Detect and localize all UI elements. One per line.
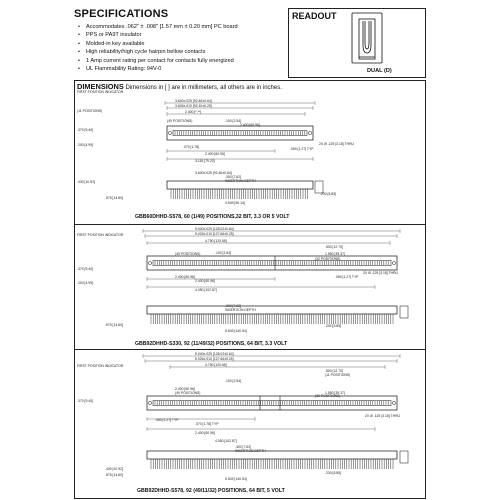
contact-readout-diagram <box>289 9 425 77</box>
dimension-label: FIRST POSITION INDICATOR <box>77 90 124 94</box>
dimension-label: .300 [7.62] <box>225 175 242 179</box>
spec-item: • UL Flammability Rating: 94V-0 <box>82 65 284 73</box>
dimension-label: 2.400 [60.96] <box>195 431 215 435</box>
dimension-label: (11 POSITIONS) <box>325 373 351 377</box>
dimension-label: 2.400 [60.96] <box>175 275 195 279</box>
specifications-list <box>74 23 284 73</box>
dimension-label: 5.549 [140.94] <box>225 477 247 481</box>
dimension-label: 1.550 [39.37] <box>325 252 345 256</box>
dimension-label: (49 POSITIONS) <box>167 119 193 123</box>
dimension-label: 3.118 [79.20] <box>195 159 215 163</box>
dimension-label: 3.549 [90.14] <box>225 201 245 205</box>
dimension-label: 2.400 [60.96] <box>240 123 260 127</box>
dimension-label: .575 [14.60] <box>105 473 123 477</box>
dimension-label: 2X Ø .125 [3.18] THRU <box>319 142 354 146</box>
dimension-label: .575 [14.60] <box>105 323 123 327</box>
dimension-label: 4.750 [120.65] <box>205 239 227 243</box>
dimension-label: .500 [12.70] <box>325 245 343 249</box>
panel-caption-3: GBB92DHHD-S578, 92 (49/11/32) POSITIONS, 64 BIT, 5 VOLT <box>137 488 285 494</box>
dimension-label: .070 [1.78] <box>183 145 200 149</box>
dimension-label: 4.050 [102.87] <box>195 288 217 292</box>
dimension-label: .050 [1.27] TYP <box>155 418 179 422</box>
dimension-label: 2X Ø .125 [3.18] THRU <box>365 414 400 418</box>
dimension-label: INSERTION DEPTH <box>225 179 256 183</box>
dimension-label: .050 [1.27] TYP <box>335 275 359 279</box>
connector-top-view-1 <box>167 126 313 140</box>
spec-item: • Accommodates .062" ± .008" [1.57 mm ± 0.20 mm] PC board <box>82 23 284 31</box>
dimension-label: 3.640±.025 [92.46±0.64] <box>195 171 232 175</box>
dimension-label: .230 [5.85] <box>325 471 342 475</box>
spec-item: • High reliability/high cycle hairpin bellow contacts <box>82 48 284 56</box>
dimension-label: (32 POSITIONS) <box>315 257 341 261</box>
dimension-label: 1.550 [39.37] <box>325 391 345 395</box>
dimension-label: .575 [14.60] <box>105 196 123 200</box>
readout-title: READOUT <box>292 11 337 21</box>
dimension-label: (49 POSITIONS) <box>175 252 201 256</box>
dimension-label: .050 [1.27] TYP <box>290 147 314 151</box>
dimension-label: INSERTION DEPTH <box>225 308 256 312</box>
dimension-label: .300 [7.62] <box>225 304 242 308</box>
dimension-label: FIRST POSITION INDICATOR <box>77 233 124 237</box>
dimension-label: 2.400 [60.96] <box>195 279 215 283</box>
dimension-label: .300 [7.62] <box>235 445 252 449</box>
dimension-label: 5.026±.010 [127.66±0.25] <box>195 357 234 361</box>
dimension-label: .230 [5.85] <box>320 192 337 196</box>
readout-label: DUAL (D) <box>367 68 392 74</box>
dimension-label: (32 POSITIONS) <box>315 394 341 398</box>
dimension-label: .100 [2.54] <box>225 379 242 383</box>
dimension-label: (11 POSITIONS) <box>77 109 103 113</box>
dimension-label: .230 [5.85] <box>325 324 342 328</box>
panel-caption-2: GBB92DHHD-S330, 92 (11/49/32) POSITIONS, 64 BIT, 3.3 VOLT <box>135 341 288 347</box>
dimension-label: 2X Ø .125 [3.18] THRU <box>363 271 398 275</box>
dimension-label: .370 [9.40] <box>77 267 94 271</box>
spec-item: • 1 Amp current rating per contact for contacts fully energized <box>82 57 284 65</box>
dimension-label: 4.050 [102.87] <box>215 439 237 443</box>
dimension-label: .430 [10.92] <box>105 467 123 471</box>
dimension-label: 4.750 [120.65] <box>205 363 227 367</box>
dimension-label: 2.400 [60.96] <box>205 152 225 156</box>
dimension-label: .370 [9.40] <box>77 399 94 403</box>
dimension-label: .370 [9.40] <box>77 128 94 132</box>
readout-box <box>288 8 426 78</box>
dimensions-section <box>74 80 426 499</box>
dimension-label: .500 [12.70] <box>325 369 343 373</box>
dimension-label: .100 [2.54] <box>225 119 242 123</box>
specifications-section <box>74 8 284 73</box>
dimension-label: 5.040±.025 [128.02±0.64] <box>195 227 234 231</box>
dimension-label: 5.040±.025 [128.02±0.64] <box>195 352 234 356</box>
dimension-label: 2.400 [60.96] <box>175 387 195 391</box>
dimension-label: 5.549 [140.94] <box>225 329 247 333</box>
dimensions-title: DIMENSIONS <box>77 82 124 91</box>
dimension-label: .100 [2.54] <box>215 251 232 255</box>
specifications-title: SPECIFICATIONS <box>74 8 169 20</box>
dimension-drawings <box>75 81 425 498</box>
dimension-label: .070 [1.78] TYP <box>195 422 219 426</box>
dimension-label: .200 [4.99] <box>77 281 94 285</box>
dimension-label: (49 POSITIONS) <box>175 391 201 395</box>
dimension-label: FIRST POSITION INDICATOR <box>77 364 124 368</box>
spec-item: • PPS or PA9T insulator <box>82 31 284 39</box>
dimension-label: 3.626±.010 [92.10±0.25] <box>175 104 212 108</box>
dimensions-note: Dimensions in [ ] are in millimeters, all others are in inches. <box>125 85 282 91</box>
dimension-label: .430 [10.92] <box>77 180 95 184</box>
connector-side-view-2 <box>147 306 397 314</box>
dimension-label: 3.640±.025 [92.46±0.64] <box>175 99 212 103</box>
connector-side-view-3 <box>147 451 397 459</box>
dimension-label: INSERTION DEPTH <box>235 449 266 453</box>
panel-caption-1: GBB60DHHD-S578, 60 (1/49) POSITIONS,32 BIT, 3.3 OR 5 VOLT <box>135 214 290 220</box>
dimension-label: .200 [4.99] <box>77 143 94 147</box>
spec-item: • Molded-in key available <box>82 40 284 48</box>
dimension-label: 2.400 [*.**] <box>185 110 202 114</box>
dimension-label: 5.026±.010 [127.66±0.25] <box>195 232 234 236</box>
